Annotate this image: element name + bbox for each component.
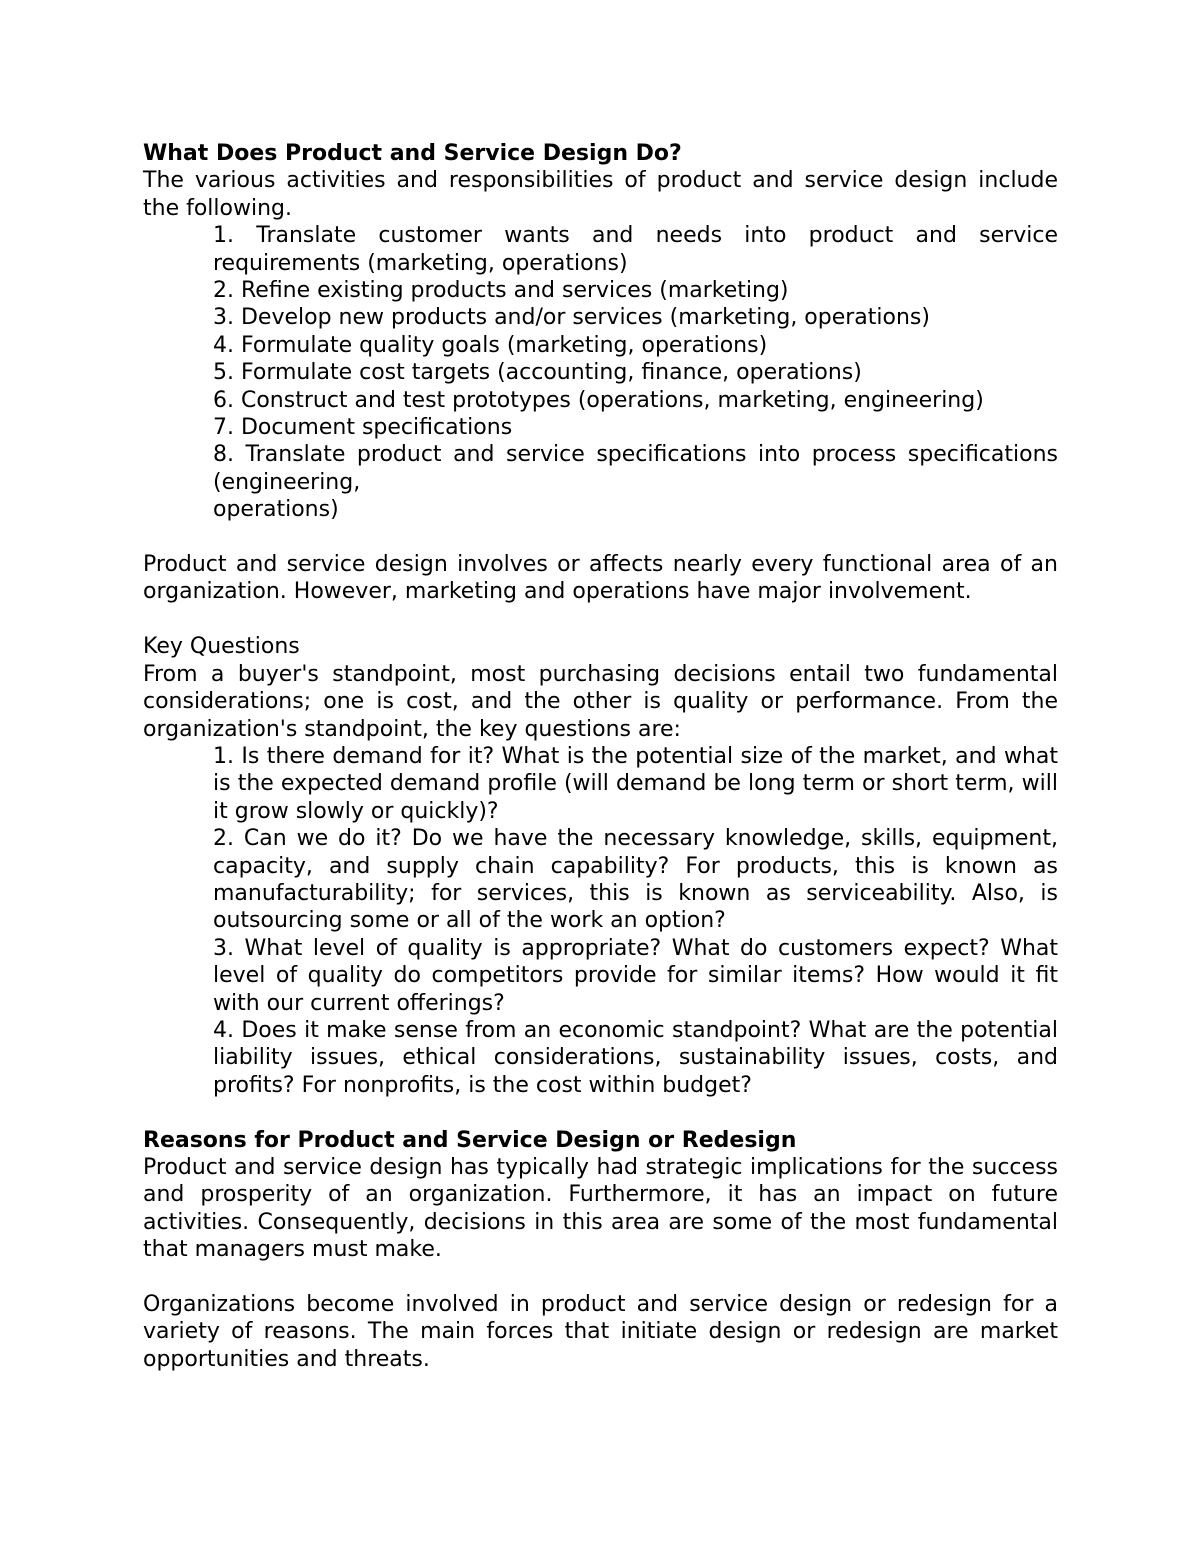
body-paragraph: Organizations become involved in product and service design or redesign for a variety of reasons. The main forces that initiate design or redesign are market opportunities and threats. — [143, 1292, 1058, 1372]
list-item: 3. What level of quality is appropriate? What do customers expect? What level of quality do competitors provide for similar items? How would it fit with our current offerings? — [213, 935, 1058, 1016]
section-heading-what-does-design-do: What Does Product and Service Design Do? — [143, 141, 682, 166]
section-heading-reasons: Reasons for Product and Service Design or Redesign — [143, 1127, 797, 1153]
key-questions-list — [143, 743, 1058, 1099]
section-intro: From a buyer's standpoint, most purchasing decisions entail two fundamental considerations; one is cost, and the other is quality or performance. From the organization's standpoint, the key questions are: — [143, 661, 1058, 742]
list-item: 7. Document specifications — [213, 415, 513, 441]
spacer — [143, 1264, 1058, 1291]
list-item: 4. Does it make sense from an economic standpoint? What are the potential liability issues, ethical considerations, sustainability issues, costs, and profits? For nonprofits, is the cost within budget? — [213, 1017, 1058, 1098]
list-item: operations) — [213, 497, 339, 523]
list-item: 5. Formulate cost targets (accounting, finance, operations) — [213, 360, 862, 386]
list-item: 1. Is there demand for it? What is the potential size of the market, and what is the expected demand profile (will demand be long term or short term, will it grow slowly or quickly)? — [213, 743, 1058, 824]
list-item: 2. Refine existing products and services (marketing) — [213, 278, 789, 304]
activities-list — [143, 222, 1058, 523]
spacer — [143, 524, 1058, 551]
section-intro: The various activities and responsibilities of product and service design include the following. — [143, 168, 1058, 221]
list-item: 8. Translate product and service specifications into process specifications (engineering, — [213, 442, 1058, 495]
list-item: 2. Can we do it? Do we have the necessary knowledge, skills, equipment, capacity, and supply chain capability? For products, this is known as manufacturability; for services, this is known as serviceability. Also, is outsourcing some or all of the work an option? — [213, 826, 1058, 934]
list-item: 6. Construct and test prototypes (operations, marketing, engineering) — [213, 387, 984, 413]
list-item: 4. Formulate quality goals (marketing, operations) — [213, 332, 768, 358]
spacer — [143, 1099, 1058, 1126]
list-item: 1. Translate customer wants and needs into product and service requirements (marketing, operations) — [213, 223, 1058, 276]
document-page — [143, 140, 1058, 1373]
body-paragraph: Product and service design involves or affects nearly every functional area of an organization. However, marketing and operations have major involvement. — [143, 552, 1058, 605]
spacer — [143, 606, 1058, 633]
list-item: 3. Develop new products and/or services (marketing, operations) — [213, 305, 930, 331]
section-heading-key-questions: Key Questions — [143, 634, 300, 660]
body-paragraph: Product and service design has typically had strategic implications for the success and prosperity of an organization. Furthermore, it has an impact on future activities. Consequently, decisions in this area are some of the most fundamental that managers must make. — [143, 1154, 1058, 1263]
